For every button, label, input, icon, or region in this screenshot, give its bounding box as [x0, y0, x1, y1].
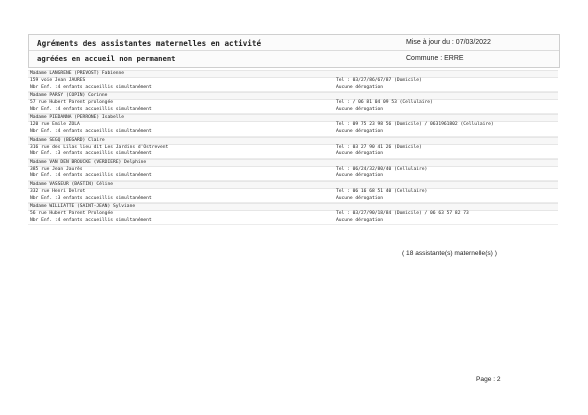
assistant-phone: Tel : 06/24/32/80/40 (Cellulaire): [336, 166, 428, 172]
assistant-derogation: Aucune dérogation: [336, 151, 384, 157]
list-item: [28, 137, 558, 159]
name-row: [28, 181, 558, 189]
name-row: [28, 203, 558, 211]
assistant-address: 57 rue Hubert Parent prolongée: [30, 100, 113, 106]
list-item: [28, 70, 558, 92]
assistant-name: Madame WILLIATTE (SAINT-JEAN) Sylviane: [30, 204, 136, 210]
assistant-address: 385 rue Jean Jaurès: [30, 166, 83, 172]
capacity-row: [28, 85, 558, 93]
assistant-derogation: Aucune dérogation: [336, 173, 384, 179]
header-divider: [29, 50, 559, 51]
update-date: Mise à jour du : 07/03/2022: [406, 39, 491, 46]
list-item: [28, 203, 558, 225]
address-row: [28, 78, 558, 85]
assistant-phone: Tel : / 06 81 04 09 53 (Cellulaire): [336, 100, 433, 106]
assistant-name: Madame VASSEUR (BASTIN) Céline: [30, 181, 113, 187]
assistant-capacity: Nbr Enf. :4 enfants accueillis simultanément: [30, 217, 152, 223]
assistant-capacity: Nbr Enf. :3 enfants accueillis simultanément: [30, 195, 152, 201]
name-row: [28, 92, 558, 100]
assistant-phone: Tel : 03 27 90 41 26 (Domicile): [336, 144, 422, 150]
capacity-row: [28, 218, 558, 226]
name-row: [28, 137, 558, 145]
commune-label: Commune : ERRE: [406, 55, 464, 62]
assistant-list: [28, 70, 558, 225]
assistant-capacity: Nbr Enf. :3 enfants accueillis simultanément: [30, 151, 152, 157]
assistant-name: Madame SEGQ (BEGARD) Claire: [30, 137, 105, 143]
assistant-derogation: Aucune dérogation: [336, 128, 384, 134]
assistant-derogation: Aucune dérogation: [336, 106, 384, 112]
assistant-phone: Tel : 03/27/86/67/87 (Domicile): [336, 78, 422, 83]
capacity-row: [28, 196, 558, 204]
document-subtitle: agréées en accueil non permanent: [37, 54, 176, 63]
assistant-name: Madame VAN DEN BROUCKE (VERDIERE) Delphine: [30, 159, 147, 165]
address-row: [28, 189, 558, 196]
assistant-address: 159 voie Jean JAURES: [30, 78, 86, 83]
assistant-capacity: Nbr Enf. :4 enfants accueillis simultanément: [30, 106, 152, 112]
document-header: [28, 34, 560, 68]
assistant-phone: Tel : 06 16 68 51 40 (Cellulaire): [336, 188, 428, 194]
assistant-capacity: Nbr Enf. :4 enfants accueillis simultanément: [30, 173, 152, 179]
assistant-phone: Tel : 03/27/90/18/84 (Domicile) / 06 63 57 82 73: [336, 211, 469, 217]
assistant-address: 316 rue des Lilas lieu dit Les Jardins d'Ostrevent: [30, 144, 169, 150]
capacity-row: [28, 107, 558, 115]
assistant-derogation: Aucune dérogation: [336, 84, 384, 90]
capacity-row: [28, 173, 558, 181]
list-item: [28, 114, 558, 136]
assistant-address: 332 rue Henri Delrot: [30, 188, 86, 194]
assistant-capacity: Nbr Enf. :4 enfants accueillis simultanément: [30, 128, 152, 134]
assistant-name: Madame PIEDANNA (PERRONE) Isabelle: [30, 115, 125, 121]
list-item: [28, 181, 558, 203]
capacity-row: [28, 151, 558, 159]
address-row: [28, 122, 558, 129]
assistant-name: Madame LANGRENE (PREVOST) Fabienne: [30, 71, 125, 76]
document-title: Agréments des assistantes maternelles en activité: [37, 39, 262, 48]
name-row: [28, 70, 558, 78]
assistant-derogation: Aucune dérogation: [336, 195, 384, 201]
assistant-name: Madame PARSY (COPIN) Corinne: [30, 93, 108, 99]
assistant-phone: Tel : 09 75 23 98 56 (Domicile) / 0631961802 (Cellulaire): [336, 122, 494, 128]
list-item: [28, 159, 558, 181]
assistant-derogation: Aucune dérogation: [336, 217, 384, 223]
assistant-address: 56 rue Hubert Parent Prolongée: [30, 211, 113, 217]
assistant-address: 120 rue Emile ZOLA: [30, 122, 80, 128]
assistant-capacity: Nbr Enf. :4 enfants accueillis simultanément: [30, 84, 152, 90]
page-number: Page : 2: [476, 376, 501, 383]
capacity-row: [28, 129, 558, 137]
total-count: ( 18 assistante(s) maternelle(s) ): [402, 250, 497, 257]
name-row: [28, 159, 558, 167]
address-row: [28, 211, 558, 218]
address-row: [28, 100, 558, 107]
list-item: [28, 92, 558, 114]
